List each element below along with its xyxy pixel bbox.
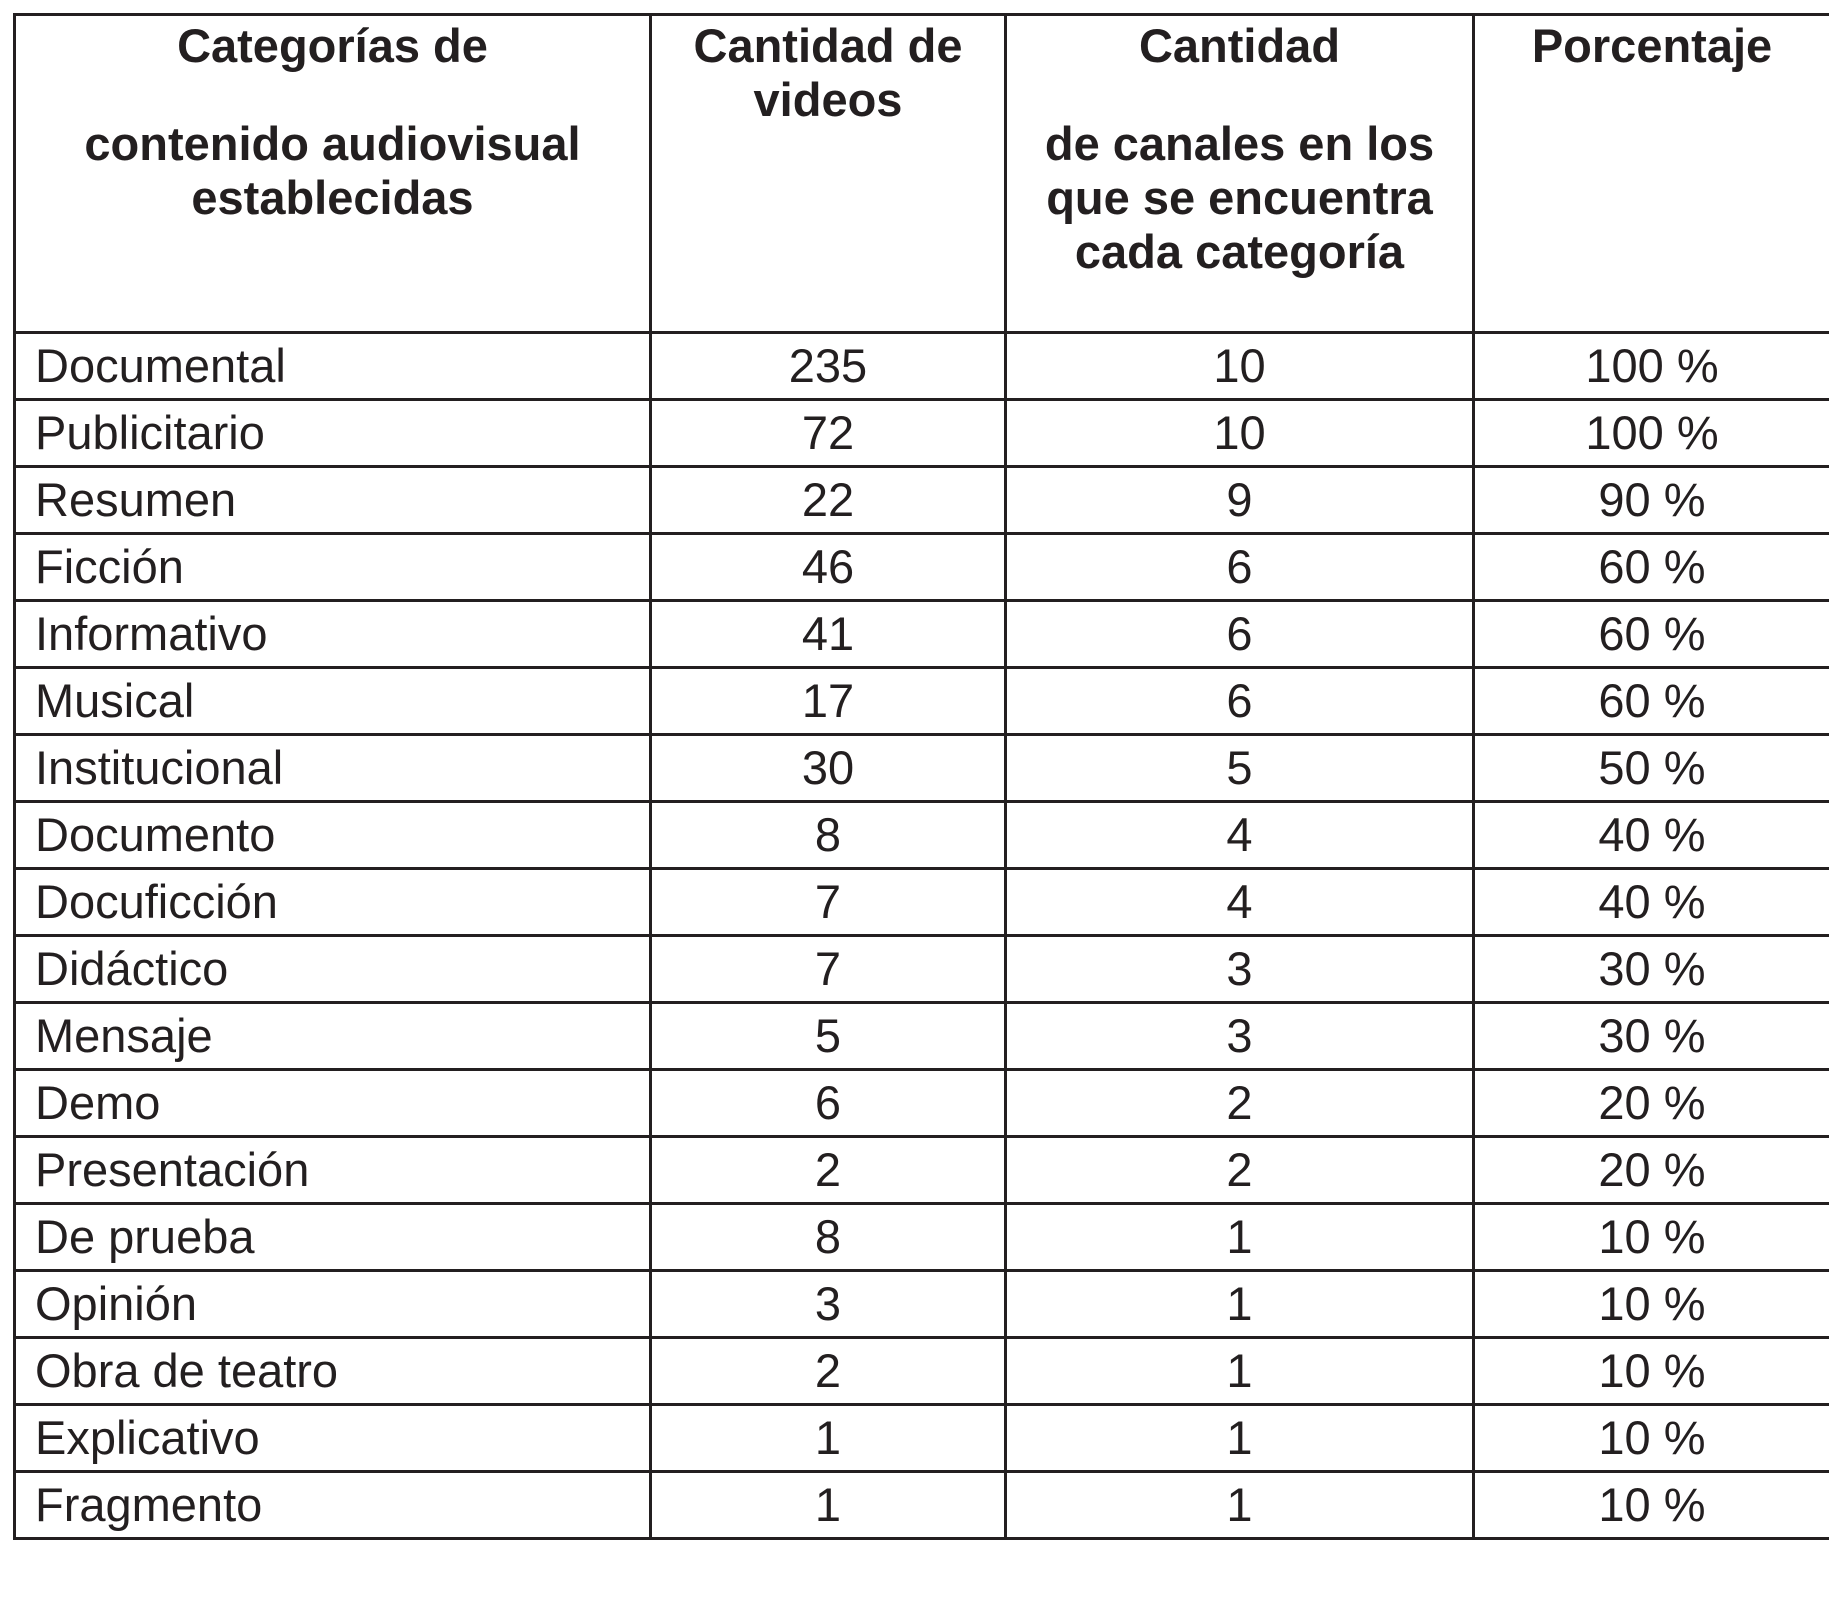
category-cell: Obra de teatro xyxy=(15,1338,651,1405)
header-text-line: que se encuentra xyxy=(1046,171,1433,224)
video-count-cell: 30 xyxy=(651,735,1006,802)
header-text-line: de canales en los xyxy=(1044,117,1435,170)
table-row xyxy=(15,936,1829,1003)
header-spacer xyxy=(16,73,649,117)
category-cell: Fragmento xyxy=(15,1472,651,1539)
channel-count-cell: 1 xyxy=(1006,1472,1474,1539)
channel-count-cell: 10 xyxy=(1006,400,1474,467)
video-count-cell: 2 xyxy=(651,1338,1006,1405)
percentage-cell: 60 % xyxy=(1474,668,1829,735)
channel-count-cell: 2 xyxy=(1006,1137,1474,1204)
table-row xyxy=(15,1472,1829,1539)
channel-count-cell: 3 xyxy=(1006,1003,1474,1070)
table-row xyxy=(15,1405,1829,1472)
video-count-cell: 235 xyxy=(651,333,1006,400)
category-cell: Documento xyxy=(15,802,651,869)
percentage-cell: 50 % xyxy=(1474,735,1829,802)
video-count-cell: 2 xyxy=(651,1137,1006,1204)
video-count-cell: 22 xyxy=(651,467,1006,534)
category-cell: Demo xyxy=(15,1070,651,1137)
video-count-cell: 5 xyxy=(651,1003,1006,1070)
table-row xyxy=(15,333,1829,400)
channel-count-cell: 1 xyxy=(1006,1271,1474,1338)
video-count-cell: 72 xyxy=(651,400,1006,467)
channel-count-cell: 1 xyxy=(1006,1338,1474,1405)
header-text-line: Cantidad de xyxy=(693,19,963,72)
channel-count-cell: 3 xyxy=(1006,936,1474,1003)
category-cell: Opinión xyxy=(15,1271,651,1338)
table-row xyxy=(15,400,1829,467)
category-cell: Mensaje xyxy=(15,1003,651,1070)
percentage-cell: 10 % xyxy=(1474,1271,1829,1338)
video-count-cell: 8 xyxy=(651,802,1006,869)
category-cell: Didáctico xyxy=(15,936,651,1003)
category-table xyxy=(13,13,1829,1540)
table-row xyxy=(15,1003,1829,1070)
category-cell: Ficción xyxy=(15,534,651,601)
percentage-cell: 20 % xyxy=(1474,1070,1829,1137)
channel-count-cell: 5 xyxy=(1006,735,1474,802)
header-text-line: contenido audiovisual xyxy=(84,117,581,170)
table-body xyxy=(15,333,1829,1539)
video-count-cell: 8 xyxy=(651,1204,1006,1271)
video-count-cell: 7 xyxy=(651,869,1006,936)
header-text-line: Categorías de xyxy=(177,19,488,72)
category-cell: Explicativo xyxy=(15,1405,651,1472)
category-cell: De prueba xyxy=(15,1204,651,1271)
header-text-line: Porcentaje xyxy=(1531,19,1773,72)
video-count-cell: 17 xyxy=(651,668,1006,735)
video-count-cell: 46 xyxy=(651,534,1006,601)
percentage-cell: 40 % xyxy=(1474,802,1829,869)
category-cell: Documental xyxy=(15,333,651,400)
percentage-cell: 30 % xyxy=(1474,1003,1829,1070)
table-row xyxy=(15,1338,1829,1405)
percentage-cell: 30 % xyxy=(1474,936,1829,1003)
channel-count-cell: 1 xyxy=(1006,1405,1474,1472)
header-text-line: videos xyxy=(753,73,903,126)
header-percentage xyxy=(1474,15,1829,333)
category-cell: Presentación xyxy=(15,1137,651,1204)
percentage-cell: 90 % xyxy=(1474,467,1829,534)
table-row xyxy=(15,668,1829,735)
percentage-cell: 60 % xyxy=(1474,601,1829,668)
channel-count-cell: 1 xyxy=(1006,1204,1474,1271)
category-cell: Informativo xyxy=(15,601,651,668)
header-text-line: establecidas xyxy=(191,171,474,224)
table-row xyxy=(15,869,1829,936)
table-row xyxy=(15,601,1829,668)
channel-count-cell: 10 xyxy=(1006,333,1474,400)
category-cell: Docuficción xyxy=(15,869,651,936)
category-cell: Musical xyxy=(15,668,651,735)
video-count-cell: 1 xyxy=(651,1405,1006,1472)
channel-count-cell: 6 xyxy=(1006,601,1474,668)
table-header xyxy=(15,15,1829,333)
channel-count-cell: 4 xyxy=(1006,802,1474,869)
table-row xyxy=(15,467,1829,534)
category-cell: Institucional xyxy=(15,735,651,802)
video-count-cell: 6 xyxy=(651,1070,1006,1137)
table-row xyxy=(15,1204,1829,1271)
percentage-cell: 10 % xyxy=(1474,1405,1829,1472)
percentage-cell: 10 % xyxy=(1474,1472,1829,1539)
header-category xyxy=(15,15,651,333)
header-videos xyxy=(651,15,1006,333)
channel-count-cell: 2 xyxy=(1006,1070,1474,1137)
percentage-cell: 40 % xyxy=(1474,869,1829,936)
percentage-cell: 10 % xyxy=(1474,1204,1829,1271)
table-row xyxy=(15,1271,1829,1338)
table-row xyxy=(15,802,1829,869)
table-row xyxy=(15,534,1829,601)
header-text-line: Cantidad xyxy=(1138,19,1341,72)
channel-count-cell: 6 xyxy=(1006,668,1474,735)
header-row xyxy=(15,15,1829,333)
channel-count-cell: 6 xyxy=(1006,534,1474,601)
header-channels xyxy=(1006,15,1474,333)
header-spacer xyxy=(1007,73,1472,117)
percentage-cell: 20 % xyxy=(1474,1137,1829,1204)
percentage-cell: 60 % xyxy=(1474,534,1829,601)
category-cell: Resumen xyxy=(15,467,651,534)
percentage-cell: 100 % xyxy=(1474,400,1829,467)
video-count-cell: 41 xyxy=(651,601,1006,668)
table-row xyxy=(15,1070,1829,1137)
channel-count-cell: 4 xyxy=(1006,869,1474,936)
table-row xyxy=(15,735,1829,802)
video-count-cell: 3 xyxy=(651,1271,1006,1338)
category-cell: Publicitario xyxy=(15,400,651,467)
video-count-cell: 1 xyxy=(651,1472,1006,1539)
video-count-cell: 7 xyxy=(651,936,1006,1003)
header-text-line: cada categoría xyxy=(1074,225,1405,278)
percentage-cell: 10 % xyxy=(1474,1338,1829,1405)
percentage-cell: 100 % xyxy=(1474,333,1829,400)
table-row xyxy=(15,1137,1829,1204)
channel-count-cell: 9 xyxy=(1006,467,1474,534)
